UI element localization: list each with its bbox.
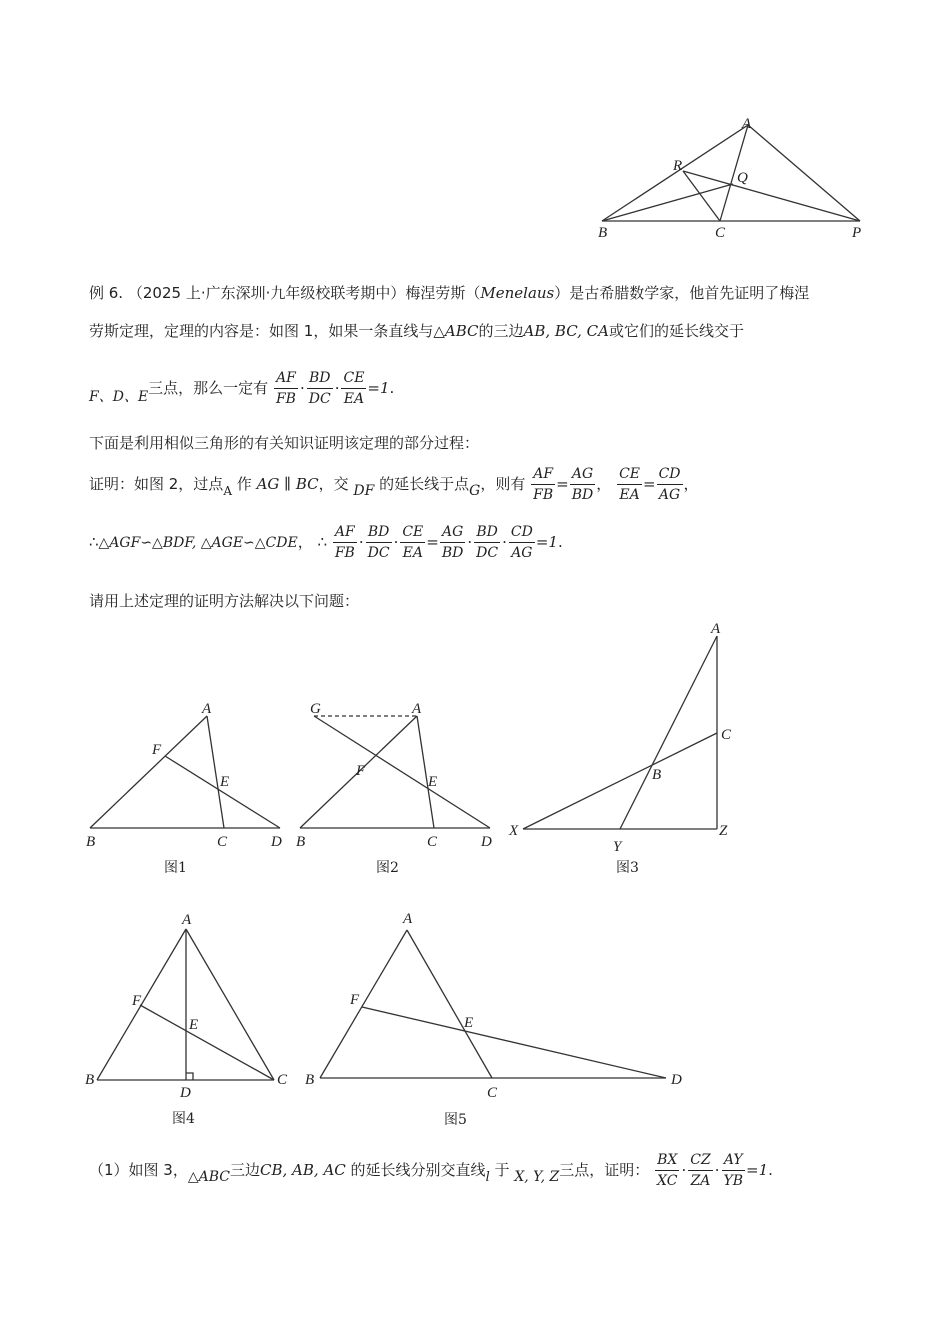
parallel-statement: AG ∥ BC — [256, 475, 319, 493]
figure-1 — [80, 695, 290, 880]
fig4-label-f: F — [132, 993, 142, 1009]
fraction: $\frac{CD}{AG}$ — [658, 466, 681, 503]
question1-text-a: （1）如图 3， — [89, 1161, 188, 1179]
proof-line-2: ∴△AGF∽△BDF, △AGE∽△CDE， ∴ $\frac{AF}{FB}$ · $\frac{BD}{DC}$ · $\frac{CE}{EA}$ = $\frac{AG}{BD}$ · $\frac{BD}{DC}$ · $\frac{CD}{AG}$ =1. — [89, 524, 563, 561]
fraction: $\frac{BD}{DC}$ — [476, 524, 499, 561]
q1-points: X, Y, Z — [514, 1169, 560, 1185]
example-line-1 — [89, 282, 809, 303]
fig3-caption: 图3 — [616, 860, 639, 876]
top-label-a: A — [742, 116, 752, 132]
example-source: （2025 上·广东深圳·九年级校联考期中） — [127, 284, 406, 302]
fig5-label-e: E — [464, 1015, 474, 1031]
figure-3 — [505, 615, 755, 880]
fig1-caption: 图1 — [164, 860, 187, 876]
fig2-label-f: F — [356, 763, 366, 779]
proof-text-a: 证明：如图 2，过点 — [89, 475, 224, 493]
fraction: $\frac{AF}{FB}$ — [533, 466, 554, 503]
fig4-label-d: D — [180, 1085, 191, 1101]
top-figure — [590, 110, 880, 245]
fig4-label-c: C — [277, 1072, 288, 1088]
fraction: $\frac{AF}{FB}$ — [275, 370, 296, 407]
triangle-abc: △ABC — [433, 322, 479, 340]
separator: ， — [683, 475, 699, 493]
fig2-label-e: E — [428, 774, 438, 790]
points-fde: F、D、E — [89, 389, 149, 405]
fig2-label-d: D — [481, 834, 492, 850]
sides-list: AB, BC, CA — [523, 322, 609, 340]
fig3-label-z: Z — [719, 823, 728, 839]
example-text-2: ）是古希腊数学家，他首先证明了梅涅 — [554, 284, 810, 302]
fig3-label-y: Y — [613, 839, 622, 855]
top-label-r: R — [673, 158, 683, 174]
top-label-b: B — [598, 225, 608, 241]
figure-4 — [80, 905, 300, 1130]
q1-sides: CB, AB, AC — [260, 1161, 346, 1179]
fig4-label-b: B — [85, 1072, 95, 1088]
point-g: G — [469, 483, 481, 499]
fig3-label-c: C — [721, 727, 732, 743]
proof-intro: 下面是利用相似三角形的有关知识证明该定理的部分过程： — [89, 434, 480, 452]
top-label-q: Q — [737, 170, 748, 186]
example-line2-a: 劳斯定理，定理的内容是：如图 1，如果一条直线与 — [89, 322, 434, 340]
fig1-label-b: B — [86, 834, 96, 850]
therefore-symbol: ∴ — [317, 533, 328, 551]
fig2-label-c: C — [427, 834, 438, 850]
fig1-label-a: A — [202, 701, 212, 717]
proof-text-b: 作 — [236, 475, 252, 493]
fraction: $\frac{BD}{DC}$ — [308, 370, 331, 407]
equals: = — [426, 533, 439, 551]
example-line2-c: 或它们的延长线交于 — [608, 322, 744, 340]
period: . — [389, 379, 395, 397]
fig1-label-c: C — [217, 834, 228, 850]
line-l: l — [485, 1170, 490, 1185]
question-1: （1）如图 3，△ABC三边CB, AB, AC 的延长线分别交直线l 于 X, Y, Z三点，证明： $\frac{BX}{XC}$ · $\frac{CZ}{ZA}$ · $\frac{AY}{YB}$ =1. — [89, 1152, 773, 1189]
top-label-c: C — [715, 225, 726, 241]
segment-df: DF — [353, 483, 375, 499]
fig1-label-f: F — [152, 742, 162, 758]
question1-text-e: 三点，证明： — [559, 1161, 650, 1179]
top-label-p: P — [852, 225, 862, 241]
fraction: $\frac{CE}{EA}$ — [343, 370, 365, 407]
fig4-label-a: A — [182, 912, 192, 928]
fig5-caption: 图5 — [444, 1112, 467, 1128]
fig4-label-e: E — [189, 1017, 199, 1033]
point-a: A — [223, 484, 232, 498]
fig2-label-g: G — [310, 701, 321, 717]
fraction: $\frac{CE}{EA}$ — [619, 466, 640, 503]
figure-2 — [290, 695, 505, 880]
question1-text-c: 的延长线分别交直线 — [350, 1161, 486, 1179]
menelaus-name: Menelaus — [480, 284, 555, 302]
period: . — [557, 533, 563, 551]
equals-one: =1 — [367, 379, 390, 397]
equals-one: =1 — [746, 1161, 769, 1179]
fig5-label-a: A — [403, 911, 413, 927]
fraction: $\frac{AG}{BD}$ — [571, 466, 594, 503]
example-line-3: F、D、E三点，那么一定有 $\frac{AF}{FB}$ · $\frac{BD}{DC}$ · $\frac{CE}{EA}$ =1. — [89, 370, 395, 407]
fig4-caption: 图4 — [172, 1111, 195, 1127]
fraction: $\frac{AF}{FB}$ — [334, 524, 355, 561]
example-text-1: 梅涅劳斯（ — [405, 284, 481, 302]
fig3-label-x: X — [509, 823, 519, 839]
example-label: 例 6. — [89, 284, 124, 302]
fig1-label-d: D — [271, 834, 282, 850]
example-line-2 — [89, 320, 744, 341]
instruction: 请用上述定理的证明方法解决以下问题： — [89, 592, 360, 610]
fraction: $\frac{CE}{EA}$ — [402, 524, 424, 561]
fig1-label-e: E — [220, 774, 230, 790]
fraction: $\frac{AG}{BD}$ — [441, 524, 464, 561]
fig2-label-a: A — [412, 701, 422, 717]
fig2-label-b: B — [296, 834, 306, 850]
fig3-label-a: A — [711, 621, 721, 637]
fraction: $\frac{CD}{AG}$ — [510, 524, 533, 561]
question1-text-d: 于 — [494, 1161, 510, 1179]
fraction: $\frac{AY}{YB}$ — [723, 1152, 744, 1189]
separator: ， — [297, 533, 313, 551]
proof-text-d: 的延长线于点 — [379, 475, 470, 493]
proof-text-e: ，则有 — [480, 475, 526, 493]
fig5-label-b: B — [305, 1072, 315, 1088]
fig5-label-f: F — [350, 992, 360, 1008]
q1-triangle: △ABC — [187, 1169, 230, 1185]
fraction: $\frac{BX}{XC}$ — [657, 1152, 678, 1189]
question1-text-b: 三边 — [230, 1161, 261, 1179]
example-line3-a: 三点，那么一定有 — [148, 379, 269, 397]
fig2-caption: 图2 — [376, 860, 399, 876]
equals-one: =1 — [535, 533, 558, 551]
fig3-label-b: B — [652, 767, 662, 783]
therefore-symbol: ∴ — [89, 533, 99, 551]
similar-triangles: △AGF∽△BDF, △AGE∽△CDE — [98, 535, 298, 551]
period: . — [768, 1161, 773, 1179]
fig5-label-c: C — [487, 1085, 498, 1101]
fraction: $\frac{CZ}{ZA}$ — [690, 1152, 711, 1189]
figure-5 — [300, 905, 700, 1130]
proof-line-1: 证明：如图 2，过点$_A$ 作 AG ∥ BC，交 DF 的延长线于点G，则有 $\frac{AF}{FB}$ = $\frac{AG}{BD}$ ， $\frac{CE}{EA}$ = $\frac{CD}{AG}$ ， — [89, 466, 699, 503]
separator: ， — [596, 475, 612, 493]
fraction: $\frac{BD}{DC}$ — [367, 524, 390, 561]
fig5-label-d: D — [671, 1072, 682, 1088]
example-line2-b: 的三边 — [478, 322, 524, 340]
proof-text-c: ，交 — [318, 475, 349, 493]
